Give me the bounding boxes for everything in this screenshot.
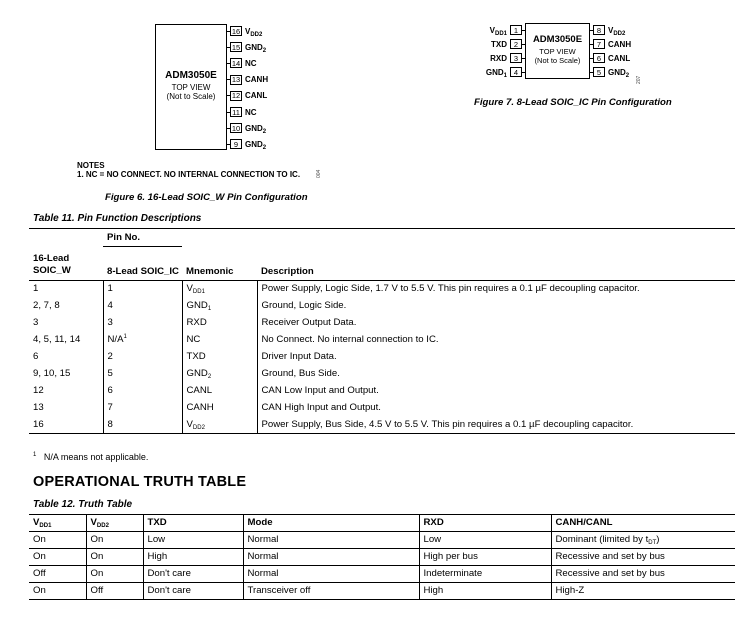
truth-cell-mode: Normal	[243, 549, 419, 566]
truth-table-header	[143, 515, 243, 532]
pin-number: 16	[231, 26, 241, 36]
figure-6-side-tag: 004	[316, 169, 322, 178]
pin-row	[590, 38, 631, 50]
header-text: CANH/CANL	[555, 517, 613, 528]
table-row	[29, 532, 735, 549]
pin-row	[486, 66, 525, 78]
footnote-text: N/A means not applicable.	[43, 452, 149, 462]
top-view-label: TOP VIEW	[171, 83, 211, 92]
pin-number: 9	[230, 139, 242, 149]
mnemonic-text: GND	[186, 367, 208, 379]
pin-label	[491, 40, 507, 49]
truth-cell-txd: Low	[143, 532, 243, 549]
pin-lead	[522, 30, 525, 31]
pin-row	[590, 52, 630, 64]
pin-number: 10	[231, 123, 241, 133]
pin-name: GND	[245, 139, 263, 149]
mnemonic-text: CANL	[186, 384, 213, 396]
pin-number: 1	[510, 25, 522, 35]
mnemonic-text: TXD	[186, 350, 206, 362]
header-16-lead-line1: 16-Lead	[33, 253, 70, 264]
pin-8-lead-cell	[103, 298, 182, 315]
pin-row	[227, 90, 267, 102]
truth-cell-vdd1: On	[33, 534, 46, 545]
pin-function-table	[29, 228, 735, 434]
pin-8-lead-cell	[103, 417, 182, 434]
mnemonic-subscript: DD2	[192, 424, 205, 431]
header-description: Description	[261, 266, 314, 277]
pin-16-lead-cell: 2, 7, 8	[33, 299, 60, 311]
truth-cell-can	[551, 549, 735, 566]
truth-cell-mode: Transceiver off	[243, 583, 419, 600]
truth-cell-vdd2: On	[86, 566, 143, 583]
truth-cell-rxd: High per bus	[419, 549, 551, 566]
header-subscript: DD2	[96, 523, 109, 529]
ic-package-8-lead	[525, 23, 590, 79]
truth-table-header	[86, 515, 143, 532]
truth-cell-vdd1: On	[33, 585, 46, 596]
pin-name: V	[608, 25, 614, 35]
truth-cell-rxd: Indeterminate	[419, 566, 551, 583]
table-row	[29, 298, 735, 315]
pin-name: GND	[608, 67, 626, 77]
header-text: TXD	[147, 517, 167, 528]
mnemonic-text: GND	[186, 299, 208, 311]
description-cell: Receiver Output Data.	[257, 315, 735, 332]
not-to-scale-label: (Not to Scale)	[534, 56, 581, 65]
description-cell: Power Supply, Logic Side, 1.7 V to 5.5 V. This pin requires a 0.1 µF decoupling capacitor.	[257, 281, 735, 298]
pin-name-subscript: 2	[262, 128, 267, 135]
pin-number: 8	[593, 25, 605, 35]
pin-8-lead-value: 6	[107, 384, 113, 396]
pin-8-lead-cell	[103, 400, 182, 417]
can-text: Dominant (limited by t	[555, 534, 649, 545]
table-row	[29, 281, 735, 298]
header-subscript: DD1	[39, 523, 52, 529]
description-cell: CAN Low Input and Output.	[257, 383, 735, 400]
pin-row	[227, 106, 257, 118]
pin-name: NC	[245, 58, 257, 68]
figure-6-caption: Figure 6. 16-Lead SOIC_W Pin Configuration	[105, 192, 308, 203]
pin-8-lead-value: 7	[107, 401, 113, 413]
mnemonic-text: RXD	[186, 316, 207, 328]
pin-8-lead-value: 4	[107, 299, 113, 311]
header-text: V	[33, 517, 40, 528]
pin-16-lead-cell: 3	[33, 316, 39, 328]
can-text: Recessive and set by bus	[555, 568, 665, 579]
pin-number: 14	[231, 58, 241, 68]
truth-cell-can	[551, 566, 735, 583]
mnemonic-subscript: DD1	[192, 289, 205, 295]
truth-cell-vdd2: Off	[86, 583, 143, 600]
notes-text: 1. NC = NO CONNECT. NO INTERNAL CONNECTION TO IC.	[77, 170, 301, 179]
truth-table-header	[551, 515, 735, 532]
pin-name-subscript: 2	[625, 72, 630, 79]
pin-name: GND	[245, 123, 263, 133]
mnemonic-text: V	[186, 283, 193, 294]
pin-number: 2	[510, 39, 522, 49]
pin-number: 15	[231, 42, 241, 52]
truth-cell-mode: Normal	[243, 532, 419, 549]
not-to-scale-label: (Not to Scale)	[166, 92, 216, 101]
pin-label	[490, 26, 507, 35]
pin-name-subscript: 2	[262, 144, 267, 151]
pin-label	[245, 124, 266, 133]
pin-label	[486, 68, 507, 77]
pin-16-lead-cell: 12	[33, 384, 44, 396]
pin-number: 7	[593, 39, 605, 49]
pin-8-lead-value: N/A	[107, 333, 124, 345]
table-12-title: Table 12. Truth Table	[33, 499, 133, 510]
description-cell: No Connect. No internal connection to IC.	[257, 332, 735, 349]
mnemonic-cell	[182, 298, 257, 315]
mnemonic-text: V	[186, 418, 193, 430]
header-16-lead	[29, 247, 103, 281]
table-row	[29, 400, 735, 417]
pin-name: CANL	[245, 91, 268, 101]
pin-label	[608, 68, 629, 77]
pin-number: 3	[510, 53, 522, 63]
pin-name: RXD	[490, 53, 507, 63]
pin-label	[608, 40, 631, 49]
pin-lead	[522, 44, 525, 45]
table-11-footnote	[33, 452, 148, 462]
table-row	[29, 349, 735, 366]
pin-8-lead-cell	[103, 332, 182, 349]
table-row	[29, 315, 735, 332]
mnemonic-subscript: 1	[207, 305, 212, 312]
table-11-title: Table 11. Pin Function Descriptions	[33, 213, 202, 224]
pin-label	[490, 54, 507, 63]
can-text: High-Z	[555, 585, 585, 596]
truth-table-header	[419, 515, 551, 532]
pin-number: 6	[593, 53, 605, 63]
truth-table-header	[29, 515, 86, 532]
table-row	[29, 566, 735, 583]
pin-name: V	[245, 26, 251, 36]
pin-name-subscript: DD2	[250, 31, 263, 38]
pin-row	[227, 122, 266, 134]
truth-cell-can	[551, 583, 735, 600]
truth-table	[29, 514, 735, 600]
footnote-ref: 1	[123, 333, 127, 340]
figure-7-diagram	[0, 0, 739, 90]
description-cell: Ground, Logic Side.	[257, 298, 735, 315]
pin-name: CANH	[608, 39, 632, 49]
blank-header	[29, 229, 103, 247]
pin-number: 13	[231, 75, 241, 85]
pin-no-label: Pin No.	[107, 232, 141, 243]
header-8-lead: 8-Lead SOIC_IC	[107, 266, 179, 277]
mnemonic-text: CANH	[186, 401, 214, 413]
truth-table-header	[243, 515, 419, 532]
pin-name-subscript: DD1	[494, 30, 507, 37]
mnemonic-cell	[182, 366, 257, 383]
header-16-lead-line2: SOIC_W	[33, 265, 71, 276]
header-mnemonic: Mnemonic	[186, 266, 234, 277]
pin-8-lead-cell	[103, 383, 182, 400]
pin-label	[245, 91, 267, 100]
mnemonic-cell	[182, 400, 257, 417]
pin-row	[490, 52, 525, 64]
description-cell: CAN High Input and Output.	[257, 400, 735, 417]
header-text: Mode	[247, 517, 273, 528]
pin-row	[490, 24, 525, 36]
section-heading: OPERATIONAL TRUTH TABLE	[33, 474, 247, 490]
pin-row	[590, 24, 625, 36]
pin-lead	[522, 58, 525, 59]
header-text: V	[90, 517, 97, 528]
pin-row	[491, 38, 525, 50]
table-row	[29, 332, 735, 349]
can-text: Recessive and set by bus	[555, 551, 665, 562]
pin-name: GND	[485, 67, 504, 77]
pin-label	[245, 108, 257, 117]
pin-name: CANH	[245, 75, 269, 85]
figure-7-side-tag: 207	[636, 75, 642, 84]
mnemonic-subscript: 2	[207, 373, 212, 380]
description-cell: Ground, Bus Side.	[257, 366, 735, 383]
truth-cell-rxd: Low	[419, 532, 551, 549]
truth-cell-vdd2: On	[86, 532, 143, 549]
pin-label	[608, 54, 630, 63]
truth-cell-txd: Don't care	[143, 583, 243, 600]
table-row	[29, 549, 735, 566]
truth-cell-vdd1: Off	[33, 568, 46, 579]
truth-cell-vdd2: On	[86, 549, 143, 566]
pin-label	[608, 26, 625, 35]
pin-8-lead-cell	[103, 366, 182, 383]
table-row	[29, 383, 735, 400]
pin-lead	[522, 72, 525, 73]
pin-row	[590, 66, 629, 78]
pin-8-lead-value: 2	[107, 350, 113, 362]
pin-no-group-header	[103, 229, 182, 247]
pin-name: CANL	[608, 53, 631, 63]
pin-number: 12	[231, 91, 241, 101]
pin-16-lead-cell: 9, 10, 15	[33, 367, 71, 379]
mnemonic-text: NC	[186, 333, 201, 345]
description-cell: Driver Input Data.	[257, 349, 735, 366]
truth-cell-txd: Don't care	[143, 566, 243, 583]
footnote-marker: 1	[33, 452, 37, 458]
pin-8-lead-cell	[103, 281, 182, 298]
pin-16-lead-cell: 6	[33, 350, 39, 362]
pin-name: GND	[245, 42, 263, 52]
pin-name: NC	[245, 107, 257, 117]
figure-6-notes	[77, 161, 300, 179]
mnemonic-cell	[182, 315, 257, 332]
top-view-label: TOP VIEW	[539, 47, 576, 56]
notes-title: NOTES	[77, 161, 105, 170]
truth-cell-rxd: High	[419, 583, 551, 600]
mnemonic-cell	[182, 281, 257, 298]
mnemonic-cell	[182, 417, 257, 434]
mnemonic-cell	[182, 349, 257, 366]
mnemonic-cell	[182, 383, 257, 400]
pin-8-lead-cell	[103, 349, 182, 366]
pin-row	[227, 138, 266, 150]
pin-number: 5	[593, 67, 605, 77]
mnemonic-cell	[182, 332, 257, 349]
pin-16-lead-cell: 16	[33, 418, 44, 430]
description-cell: Power Supply, Bus Side, 4.5 V to 5.5 V. This pin requires a 0.1 µF decoupling capacitor.	[257, 417, 735, 434]
pin-name-subscript: DD2	[613, 30, 626, 37]
pin-name-subscript: 2	[262, 47, 267, 54]
pin-number: 11	[230, 107, 242, 117]
truth-cell-mode: Normal	[243, 566, 419, 583]
pin-name: V	[489, 25, 495, 35]
pin-16-lead-cell: 1	[33, 283, 39, 294]
header-text: RXD	[423, 517, 444, 528]
pin-number: 4	[510, 67, 522, 77]
chip-name: ADM3050E	[165, 70, 217, 81]
chip-name: ADM3050E	[532, 34, 583, 45]
table-row	[29, 583, 735, 600]
pin-8-lead-value: 3	[107, 316, 113, 328]
can-text-after: )	[656, 534, 660, 545]
table-row	[29, 417, 735, 434]
pin-8-lead-value: 8	[107, 418, 113, 430]
table-row	[29, 366, 735, 383]
can-subscript: DT	[648, 540, 657, 546]
pin-16-lead-cell: 4, 5, 11, 14	[33, 333, 81, 345]
pin-name: TXD	[491, 39, 507, 49]
truth-cell-vdd1: On	[33, 551, 46, 562]
pin-8-lead-cell	[103, 315, 182, 332]
pin-8-lead-value: 1	[107, 283, 113, 295]
pin-label	[245, 140, 266, 149]
pin-name-subscript: 1	[503, 72, 507, 79]
pin-8-lead-value: 5	[107, 367, 113, 379]
figure-7-caption: Figure 7. 8-Lead SOIC_IC Pin Configuration	[474, 97, 672, 108]
pin-16-lead-cell: 13	[33, 401, 44, 413]
truth-cell-can	[551, 532, 735, 549]
truth-cell-txd: High	[143, 549, 243, 566]
